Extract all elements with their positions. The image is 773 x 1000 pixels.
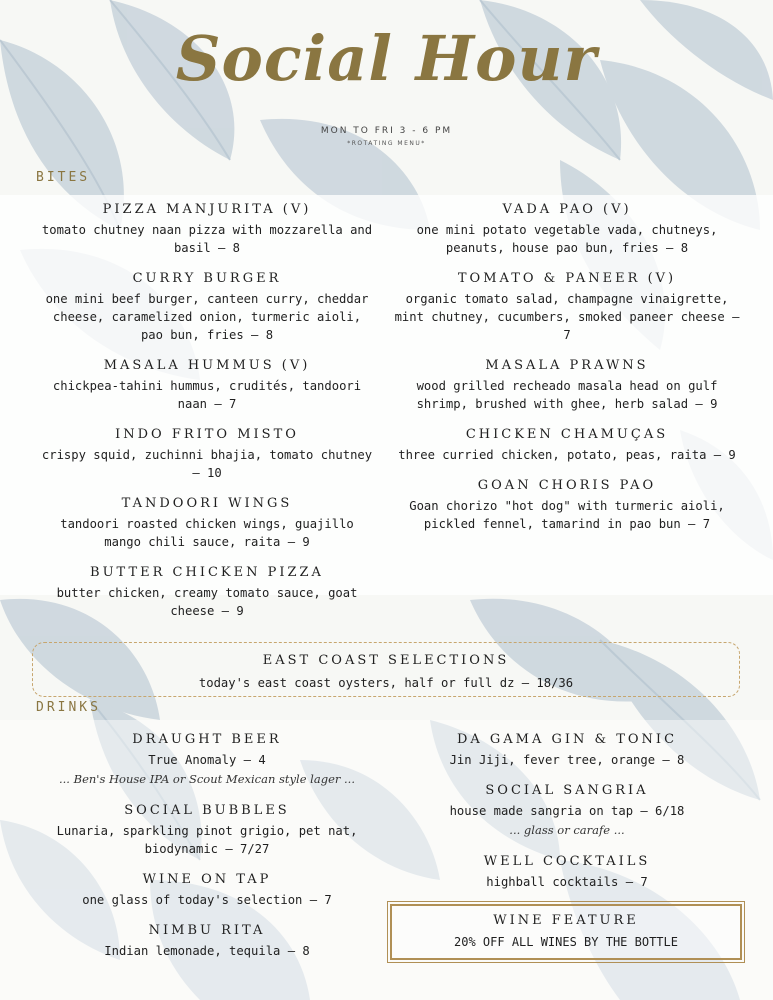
bites-right-column: [392, 202, 742, 547]
item-desc: crispy squid, zuchinni bhajia, tomato chutney — 10: [41, 448, 373, 480]
item-name: SOCIAL SANGRIA: [485, 783, 649, 798]
item-desc: Indian lemonade, tequila — 8: [104, 944, 310, 958]
item-desc: one glass of today's selection — 7: [82, 893, 332, 907]
item-desc: one mini potato vegetable vada, chutneys, peanuts, house pao bun, fries — 8: [416, 223, 718, 255]
item-desc: Jin Jiji, fever tree, orange — 8: [449, 753, 685, 767]
item-desc: Goan chorizo "hot dog" with turmeric aioli, pickled fennel, tamarind in pao bun — 7: [409, 499, 725, 531]
item-name: DA GAMA GIN & TONIC: [456, 732, 678, 747]
item-desc: butter chicken, creamy tomato sauce, goat cheese — 9: [56, 586, 358, 618]
item-desc: organic tomato salad, champagne vinaigrette, mint chutney, cucumbers, smoked paneer cheese — 7: [394, 292, 740, 342]
schedule-text: MON TO FRI 3 - 6 PM: [320, 126, 453, 136]
menu-item: [40, 872, 374, 909]
item-desc: wood grilled recheado masala head on gulf shrimp, brushed with ghee, herb salad — 9: [416, 379, 718, 411]
item-desc: highball cocktails — 7: [486, 875, 648, 889]
menu-item: [40, 202, 374, 257]
item-desc: three curried chicken, potato, peas, raita — 9: [398, 448, 736, 462]
menu-item: [392, 732, 742, 769]
item-desc: tomato chutney naan pizza with mozzarella and basil — 8: [41, 223, 373, 255]
item-name: NIMBU RITA: [148, 923, 266, 938]
item-name: PIZZA MANJURITA (V): [102, 202, 312, 217]
item-name: WINE ON TAP: [142, 872, 272, 887]
item-name: MASALA PRAWNS: [485, 358, 649, 373]
item-name: TOMATO & PANEER (V): [457, 271, 677, 286]
item-name: MASALA HUMMUS (V): [103, 358, 311, 373]
item-name: CURRY BURGER: [132, 271, 282, 286]
item-desc: today's east coast oysters, half or full dz — 18/36: [198, 676, 574, 690]
menu-item: [392, 854, 742, 891]
menu-title: Social Hour: [175, 22, 598, 95]
item-desc: Lunaria, sparkling pinot grigio, pet nat, biodynamic — 7/27: [56, 824, 358, 856]
bites-section-label: BITES: [36, 170, 91, 185]
drinks-left-column: [40, 732, 374, 974]
menu-item: [40, 358, 374, 413]
menu-item: [392, 783, 742, 840]
menu-item: [40, 565, 374, 620]
menu-item: [40, 496, 374, 551]
item-sub: ... glass or carafe ...: [509, 823, 625, 837]
east-coast-box: [32, 642, 740, 697]
item-desc: house made sangria on tap — 6/18: [449, 804, 685, 818]
item-name: DRAUGHT BEER: [132, 732, 282, 747]
menu-item: [392, 202, 742, 257]
menu-item: [392, 478, 742, 533]
item-desc: tandoori roasted chicken wings, guajillo mango chili sauce, raita — 9: [60, 517, 354, 549]
item-desc: one mini beef burger, canteen curry, cheddar cheese, caramelized onion, turmeric aioli, pao bun, fries — 8: [45, 292, 369, 342]
menu-item: [392, 271, 742, 344]
item-name: WINE FEATURE: [493, 913, 639, 928]
menu-item: [392, 427, 742, 464]
item-name: WELL COCKTAILS: [483, 854, 651, 869]
item-sub: ... Ben's House IPA or Scout Mexican style lager ...: [59, 772, 355, 786]
menu-item: [40, 271, 374, 344]
item-name: VADA PAO (V): [502, 202, 632, 217]
drinks-section-label: DRINKS: [36, 700, 101, 715]
item-name: GOAN CHORIS PAO: [477, 478, 657, 493]
item-name: SOCIAL BUBBLES: [124, 803, 290, 818]
bites-left-column: [40, 202, 374, 634]
drinks-right-column: [392, 732, 742, 905]
menu-item: [40, 732, 374, 789]
item-name: EAST COAST SELECTIONS: [262, 653, 510, 668]
menu-item: [40, 923, 374, 960]
item-name: INDO FRITO MISTO: [115, 427, 299, 442]
item-name: BUTTER CHICKEN PIZZA: [90, 565, 324, 580]
menu-item: [392, 358, 742, 413]
menu-item: [40, 803, 374, 858]
wine-feature-box: [390, 904, 742, 960]
item-name: CHICKEN CHAMUÇAS: [465, 427, 669, 442]
rotating-menu-note: *ROTATING MENU*: [347, 140, 426, 147]
menu-item: [40, 427, 374, 482]
item-desc: 20% OFF ALL WINES BY THE BOTTLE: [454, 935, 678, 949]
item-desc: chickpea-tahini hummus, crudités, tandoori naan — 7: [52, 379, 362, 411]
item-name: TANDOORI WINGS: [121, 496, 293, 511]
item-desc: True Anomaly — 4: [148, 753, 266, 767]
